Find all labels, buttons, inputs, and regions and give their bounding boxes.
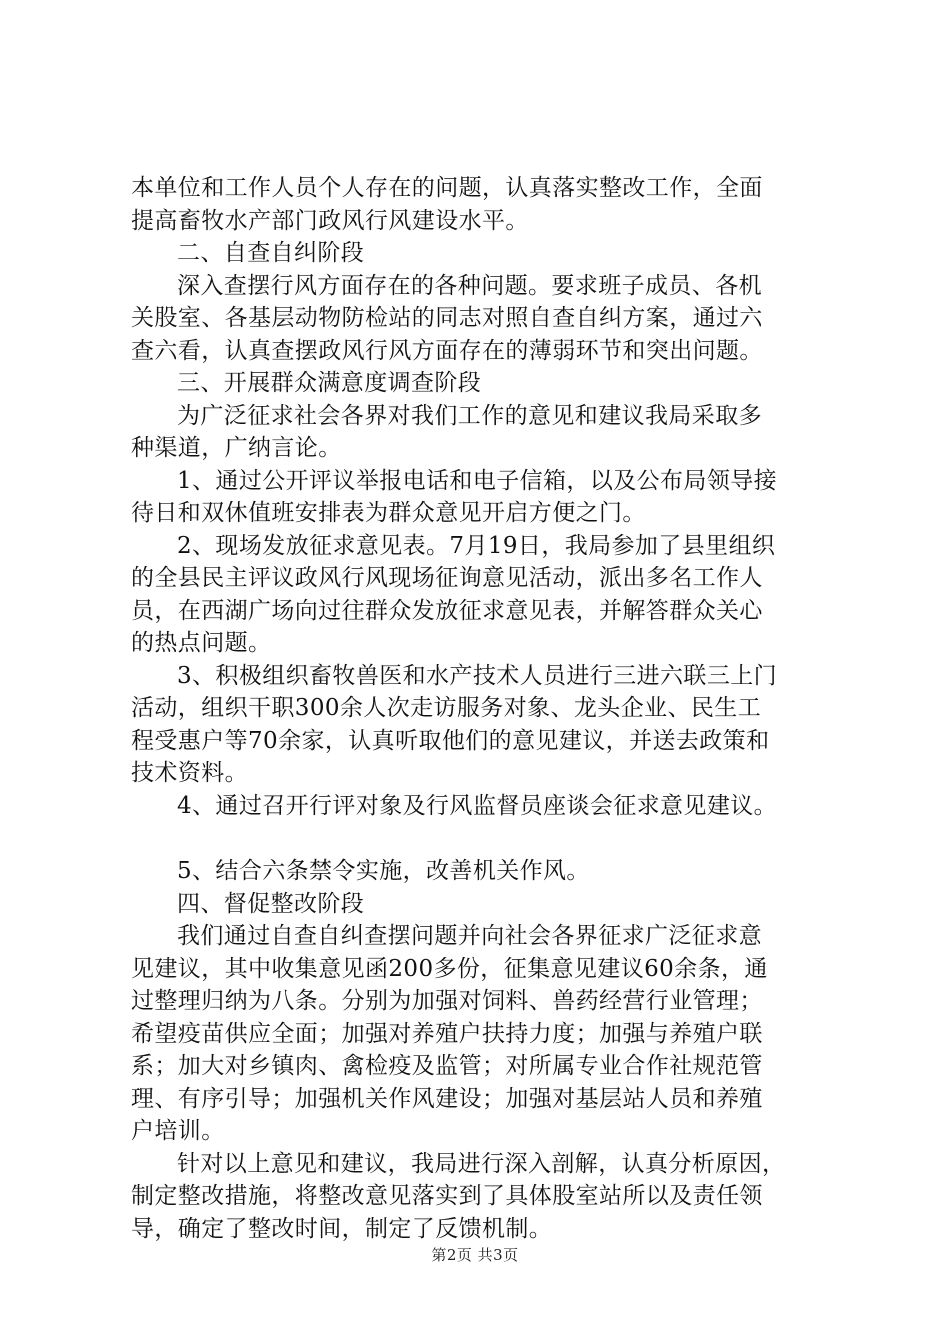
paragraph-line: 导，确定了整改时间，制定了反馈机制。: [131, 1215, 553, 1242]
section-heading: 二、自查自纠阶段: [177, 240, 365, 266]
list-item-line: 待日和双休值班安排表为群众意见开启方便之门。: [131, 500, 646, 526]
list-item-line: 5、结合六条禁令实施，改善机关作风。: [177, 858, 590, 884]
paragraph-line: 我们通过自查自纠查摆问题并向社会各界征求广泛征求意: [177, 923, 762, 949]
paragraph-line: 种渠道，广纳言论。: [131, 435, 342, 461]
paragraph-line: 系；加大对乡镇肉、禽检疫及监管；对所属专业合作社规范管: [131, 1053, 763, 1079]
paragraph-line: 查六看，认真查摆政风行风方面存在的薄弱环节和突出问题。: [131, 337, 763, 364]
paragraph-gap: [131, 822, 833, 855]
paragraph-line: 制定整改措施，将整改意见落实到了具体股室站所以及责任领: [131, 1183, 763, 1209]
section-heading: 三、开展群众满意度调查阶段: [177, 370, 482, 396]
paragraph-line: 为广泛征求社会各界对我们工作的意见和建议我局采取多: [177, 402, 762, 429]
list-item-line: 活动，组织干职300余人次走访服务对象、龙头企业、民生工: [131, 695, 762, 721]
list-item-line: 技术资料。: [131, 760, 248, 786]
paragraph-line: 针对以上意见和建议，我局进行深入剖解，认真分析原因，: [177, 1150, 786, 1177]
list-item-line: 程受惠户等70余家，认真听取他们的意见建议，并送去政策和: [131, 727, 770, 754]
document-body: [131, 172, 833, 1245]
paragraph-line: 见建议，其中收集意见函200多份，征集意见建议60余条，通: [131, 955, 768, 982]
list-item-line: 的热点问题。: [131, 630, 272, 656]
paragraph-line: 希望疫苗供应全面；加强对养殖户扶持力度；加强与养殖户联: [131, 1020, 763, 1047]
paragraph-line: 深入查摆行风方面存在的各种问题。要求班子成员、各机: [177, 272, 762, 299]
section-heading: 四、督促整改阶段: [177, 890, 365, 917]
paragraph-line: 提高畜牧水产部门政风行风建设水平。: [131, 207, 529, 234]
paragraph-line: 过整理归纳为八条。分别为加强对饲料、兽药经营行业管理；: [131, 988, 763, 1014]
list-item-line: 2、现场发放征求意见表。7月19日，我局参加了县里组织: [177, 532, 776, 559]
list-item-line: 4、通过召开行评对象及行风监督员座谈会征求意见建议。: [177, 792, 778, 819]
page-number-footer: 第2页 共3页: [431, 1246, 519, 1264]
paragraph-line: 本单位和工作人员个人存在的问题，认真落实整改工作，全面: [131, 175, 763, 201]
paragraph-line: 关股室、各基层动物防检站的同志对照自查自纠方案，通过六: [131, 305, 763, 331]
list-item-line: 的全县民主评议政风行风现场征询意见活动，派出多名工作人: [131, 565, 763, 591]
list-item-line: 1、通过公开评议举报电话和电子信箱，以及公布局领导接: [177, 467, 778, 494]
paragraph-line: 理、有序引导；加强机关作风建设；加强对基层站人员和养殖: [131, 1085, 763, 1112]
list-item-line: 员，在西湖广场向过往群众发放征求意见表，并解答群众关心: [131, 597, 763, 624]
list-item-line: 3、积极组织畜牧兽医和水产技术人员进行三进六联三上门: [177, 662, 778, 689]
paragraph-line: 户培训。: [131, 1118, 225, 1144]
